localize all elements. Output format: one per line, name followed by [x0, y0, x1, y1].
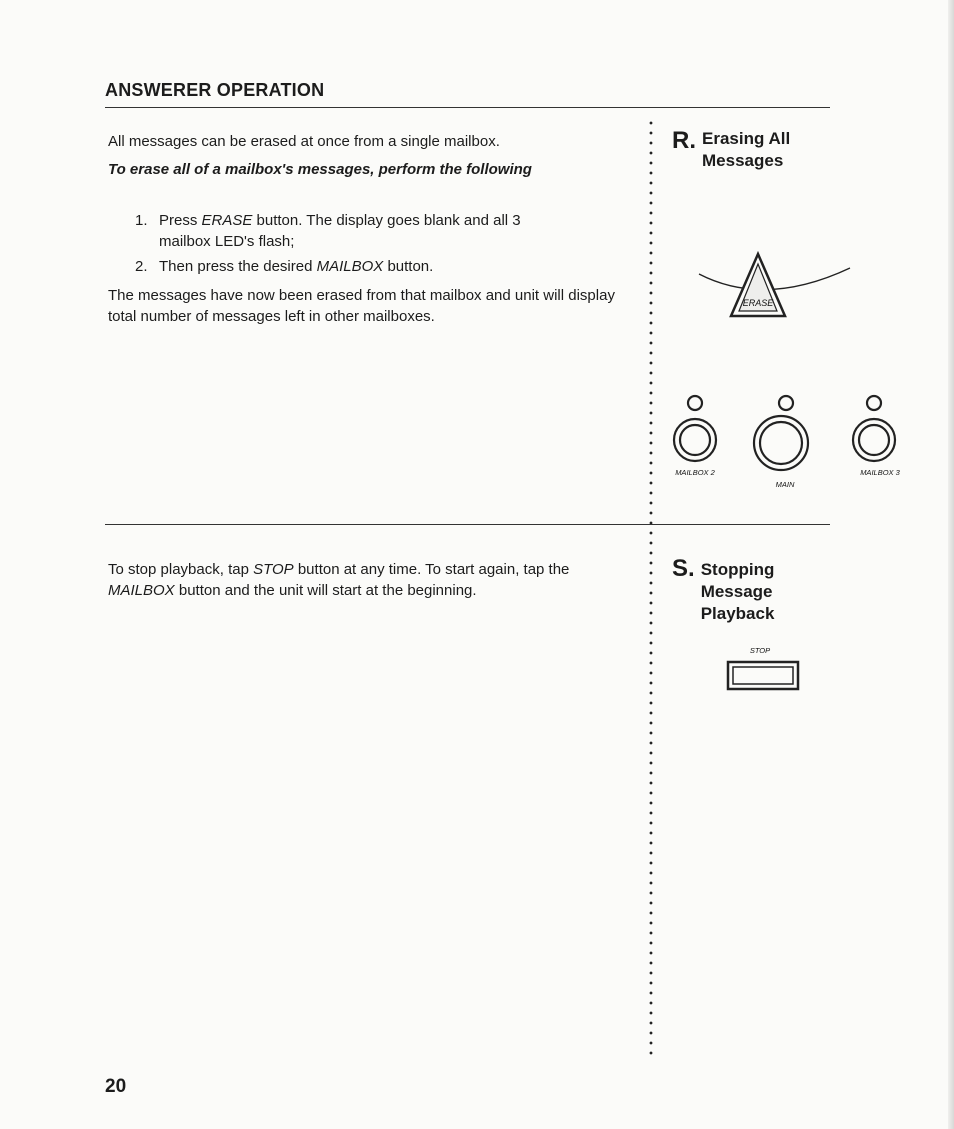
- section-title-line: Erasing All: [702, 129, 791, 148]
- page-edge: [948, 0, 954, 1129]
- erase-label: ERASE: [742, 298, 774, 308]
- erase-step-2: [135, 256, 625, 277]
- section-title-line: Messages: [702, 151, 784, 170]
- erase-instruction: To erase all of a mailbox's messages, perform the following: [108, 161, 532, 178]
- stop-button-illustration: [722, 645, 806, 693]
- section-title-line: Stopping: [700, 560, 775, 579]
- header-rule: [105, 107, 830, 108]
- dotted-divider: [649, 118, 653, 1058]
- stop-button-ref: STOP: [253, 561, 294, 578]
- section-letter: R.: [672, 127, 696, 154]
- step-text: Press: [159, 212, 202, 229]
- mailbox-buttons-illustration: [668, 388, 918, 493]
- step-text: button. The display goes blank and all 3: [252, 212, 521, 229]
- stop-text-part: button at any time. To start again, tap the: [293, 561, 570, 578]
- step-number: 1.: [135, 212, 148, 229]
- erase-step-1: [135, 210, 625, 252]
- step-text-continued: mailbox LED's flash;: [159, 233, 295, 250]
- erase-section-heading: [672, 128, 790, 172]
- erase-result-text: The messages have now been erased from that mailbox and unit will display total number of messages left in other mailboxes.: [108, 287, 615, 325]
- mailbox-2-label: MAILBOX 2: [675, 468, 715, 477]
- stop-label: STOP: [749, 646, 771, 655]
- step-text: button.: [383, 258, 434, 275]
- erase-button-illustration: [695, 250, 855, 325]
- stop-text-part: button and the unit will start at the beginning.: [174, 582, 477, 599]
- stop-text-part: To stop playback, tap: [108, 561, 254, 578]
- section-title: [702, 128, 790, 172]
- mailbox-3-label: MAILBOX 3: [860, 468, 900, 477]
- section-letter: S.: [672, 555, 695, 582]
- section-title: [701, 559, 775, 625]
- main-label: MAIN: [775, 480, 795, 489]
- mailbox-button-ref: MAILBOX: [108, 582, 175, 599]
- stop-section-heading: [672, 556, 774, 625]
- page-title: ANSWERER OPERATION: [105, 80, 325, 100]
- page-number: 20: [105, 1076, 127, 1097]
- erase-button-ref: ERASE: [201, 212, 253, 229]
- section-title-line: Message: [700, 582, 773, 601]
- erase-intro-text: All messages can be erased at once from a single mailbox.: [108, 133, 500, 150]
- section-title-line: Playback: [700, 604, 775, 623]
- section-divider-rule: [105, 524, 830, 525]
- step-number: 2.: [135, 258, 148, 275]
- stop-instruction-text: [108, 559, 628, 601]
- mailbox-button-ref: MAILBOX: [316, 258, 384, 275]
- step-text: Then press the desired: [159, 258, 317, 275]
